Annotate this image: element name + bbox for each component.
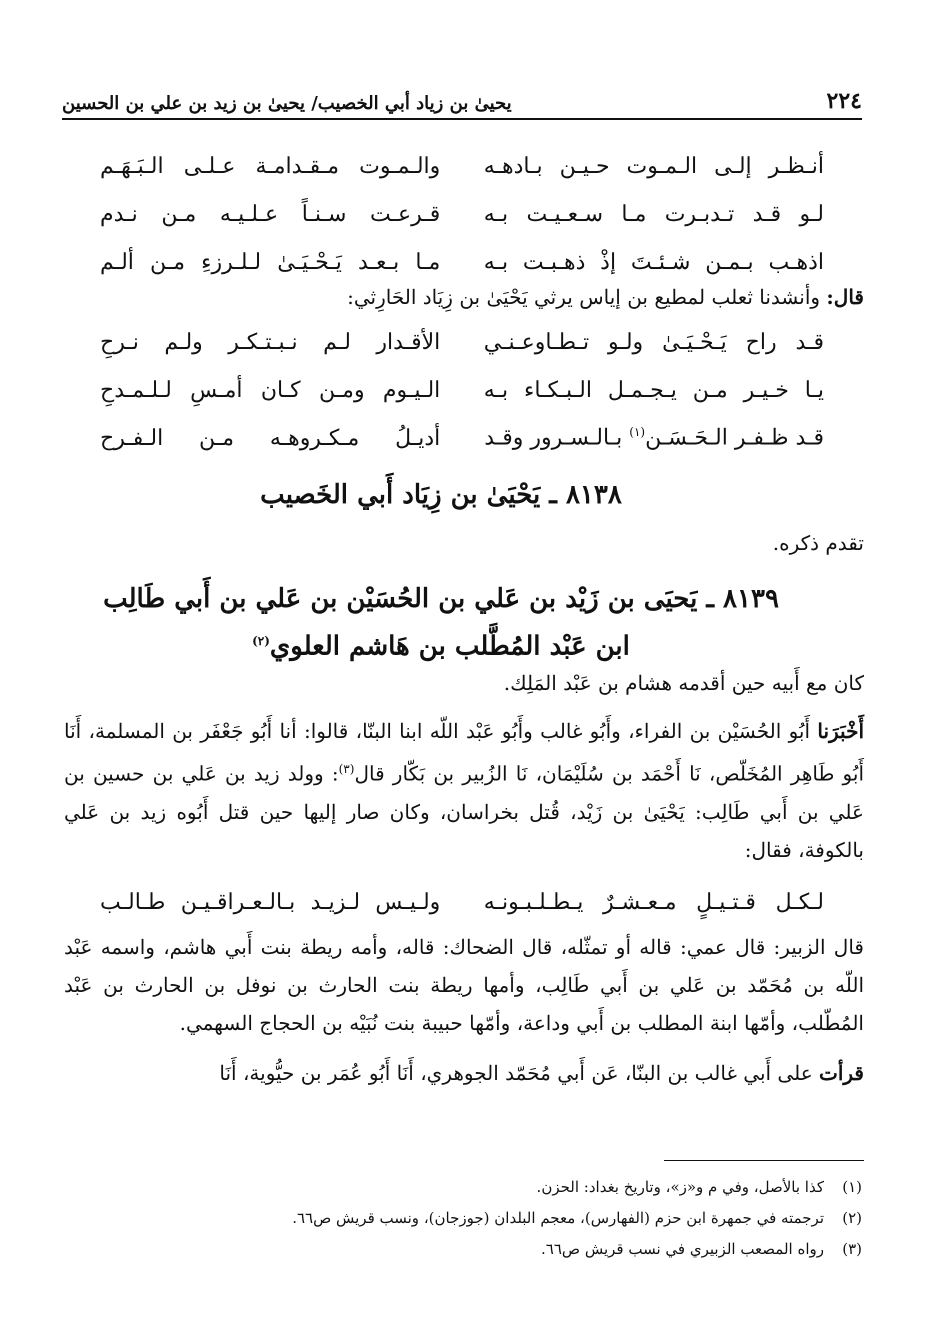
- paragraph-qaraat: [64, 1054, 864, 1092]
- verse-line: [100, 366, 824, 414]
- verse-first-hemistich: قـد راح يَـحْـيَـىٰ ولـو تـطـاوعـنـي: [483, 329, 824, 355]
- entry-8138-body: [64, 524, 864, 562]
- qal-text: وأنشدنا ثعلب لمطيع بن إياس يرثي يَحْيَىٰ بن زِيَاد الحَارِثي:: [347, 285, 827, 309]
- footnote-ref: (١): [629, 425, 646, 440]
- footnote-number: (٣): [842, 1240, 862, 1258]
- verse-first-hemistich: يـا خـيـر مـن يـجـمـل الـبـكـاء بـه: [483, 377, 824, 403]
- verse-first-hemistich: أنـظـر إلـى الـمـوت حـيـن بـادهـه: [483, 153, 824, 179]
- verse-second-hemistich: الأقـدار لـم نـبـتـكـر ولـم نـرحِ: [100, 329, 441, 355]
- verse-second-hemistich: ولـيـس لـزيـد بـالـعـراقـيـن طـالـب: [100, 889, 441, 915]
- entry-heading-8138: ٨١٣٨ ـ يَحْيَىٰ بن زِيَاد أَبي الخَصيب: [260, 480, 622, 510]
- verse-first-hemistich: اذهـب بـمـن شـئـتَ إذْ ذهـبـت بـه: [483, 249, 824, 275]
- footnote-divider: [664, 1160, 864, 1161]
- qaraat-label: قرأت: [819, 1061, 864, 1085]
- entry-8138-text: تقدم ذكره.: [772, 531, 864, 555]
- paragraph-text: على أَبي غالب بن البنّا، عَن أَبي مُحَمّد الجوهري، أَنَا أَبُو عُمَر بن حيُّوية، أَنَا: [219, 1061, 820, 1085]
- verse-first-hemistich: لـو قـد تـدبـرت مـا سـعـيـت بـه: [483, 201, 824, 227]
- header-title: يحيىٰ بن زياد أبي الخصيب/ يحيىٰ بن زيد بن علي بن الحسين: [62, 93, 512, 114]
- footnote-number: (٢): [842, 1209, 862, 1227]
- verse-second-hemistich: مـا بـعـد يَـحْـيَـىٰ لـلـرزءِ مـن ألـم: [100, 249, 441, 275]
- footnote-number: (١): [842, 1178, 862, 1196]
- footnote: [68, 1172, 862, 1203]
- verse-line: [100, 142, 824, 190]
- qal-label: قال:: [826, 285, 864, 309]
- entry-8139-intro: كان مع أَبيه حين أقدمه هشام بن عَبْد المَلِك.: [503, 671, 864, 695]
- footnote-text: رواه المصعب الزبيري في نسب قريش ص٦٦.: [541, 1240, 824, 1258]
- entry-heading-line-1: ٨١٣٩ ـ يَحيَى بن زَيْد بن عَلي بن الحُسَيْن بن عَلي بن أَبي طَالِب: [103, 584, 779, 614]
- qal-intro: [64, 278, 864, 316]
- main-text: [64, 664, 864, 869]
- poem-2: [100, 318, 824, 462]
- verse-line: [100, 878, 824, 926]
- verse-second-hemistich: الـيـوم ومـن كـان أمـسِ لـلـمـدحِ: [100, 377, 441, 403]
- footnote: [68, 1234, 862, 1265]
- verse-second-hemistich: والـمـوت مـقـدامـة عـلـى الـبَـهَـم: [100, 153, 441, 179]
- verse-3: [100, 878, 824, 926]
- paragraph-text: قال الزبير: قال عمي: قاله أو تمثّله، قال الضحاك: قاله، وأمه ريطة بنت أَبي هاشم، واسمه عَبْد اللّه بن مُحَمّد بن عَلي بن أَبي طَالِب، وأمها ريطة بنت الحارث بن نوفل بن الحارث بن عَبْد المُطّلب، وأمّها ابنة المطلب بن أَبي وداعة، وأمّها حبيبة بنت نُبَيْه بن الحجاج السهمي.: [64, 935, 864, 1035]
- verse-line: [100, 414, 824, 462]
- footnote-ref: (٢): [252, 634, 270, 648]
- footnote-text: ترجمته في جمهرة ابن حزم (الفهارس)، معجم البلدان (جوزجان)، ونسب قريش ص٦٦.: [292, 1209, 824, 1227]
- entry-heading-8139: [60, 578, 822, 668]
- verse-second-hemistich: قـرعـت سـنـاً عـلـيـه مـن نـدم: [100, 201, 441, 227]
- footnotes: [68, 1172, 862, 1265]
- verse-text: قـد ظـفـر الـحَـسَـن: [645, 425, 824, 451]
- page-number: ٢٢٤: [826, 88, 862, 114]
- paragraph-text: : وولد زيد بن عَلي بن حسين بن عَلي بن أَبي طَالِب: يَحْيَىٰ بن زَيْد، قُتل بخراسان، وكان صار إليها حين قتل أَبُوه زيد بن عَلي بالكوفة، فقال:: [64, 761, 864, 862]
- verse-second-hemistich: أديـلُ مـكـروهـه مـن الـفـرح: [100, 425, 441, 451]
- verse-line: [100, 318, 824, 366]
- verse-text: بـالـسـرور وقـد: [484, 425, 630, 451]
- footnote: [68, 1203, 862, 1234]
- akhbarana-label: أَخْبَرَنا: [817, 719, 864, 743]
- paragraph-zubayr: [64, 928, 864, 1092]
- footnote-text: كذا بالأصل، وفي م و«ز»، وتاريخ بغداد: الحزن.: [536, 1178, 824, 1196]
- entry-heading-text: ابن عَبْد المُطَّلب بن هَاشم العلوي: [269, 631, 630, 662]
- entry-heading-line-2: [60, 620, 822, 668]
- running-header: [62, 70, 862, 120]
- footnote-ref: (٣): [338, 762, 355, 776]
- poem-1: [100, 142, 824, 286]
- paragraph-akhbarana: [64, 712, 864, 869]
- verse-first-hemistich: [484, 425, 824, 450]
- paragraph-text: أَبُو الحُسَيْن بن الفراء، وأَبُو غالب وأَبُو عَبْد اللّه ابنا البنّا، قالوا: أنا أَبُو جَعْفَر بن المسلمة، أَنَا أَبُو طَاهِر المُخَلّص، نَا أَحْمَد بن سُلَيْمَان، نَا الزُبير بن بَكّار قال: [64, 719, 864, 786]
- verse-first-hemistich: لـكـل قـتـيـلٍ مـعـشـرٌ يـطـلـبـونـه: [483, 889, 824, 915]
- verse-line: [100, 190, 824, 238]
